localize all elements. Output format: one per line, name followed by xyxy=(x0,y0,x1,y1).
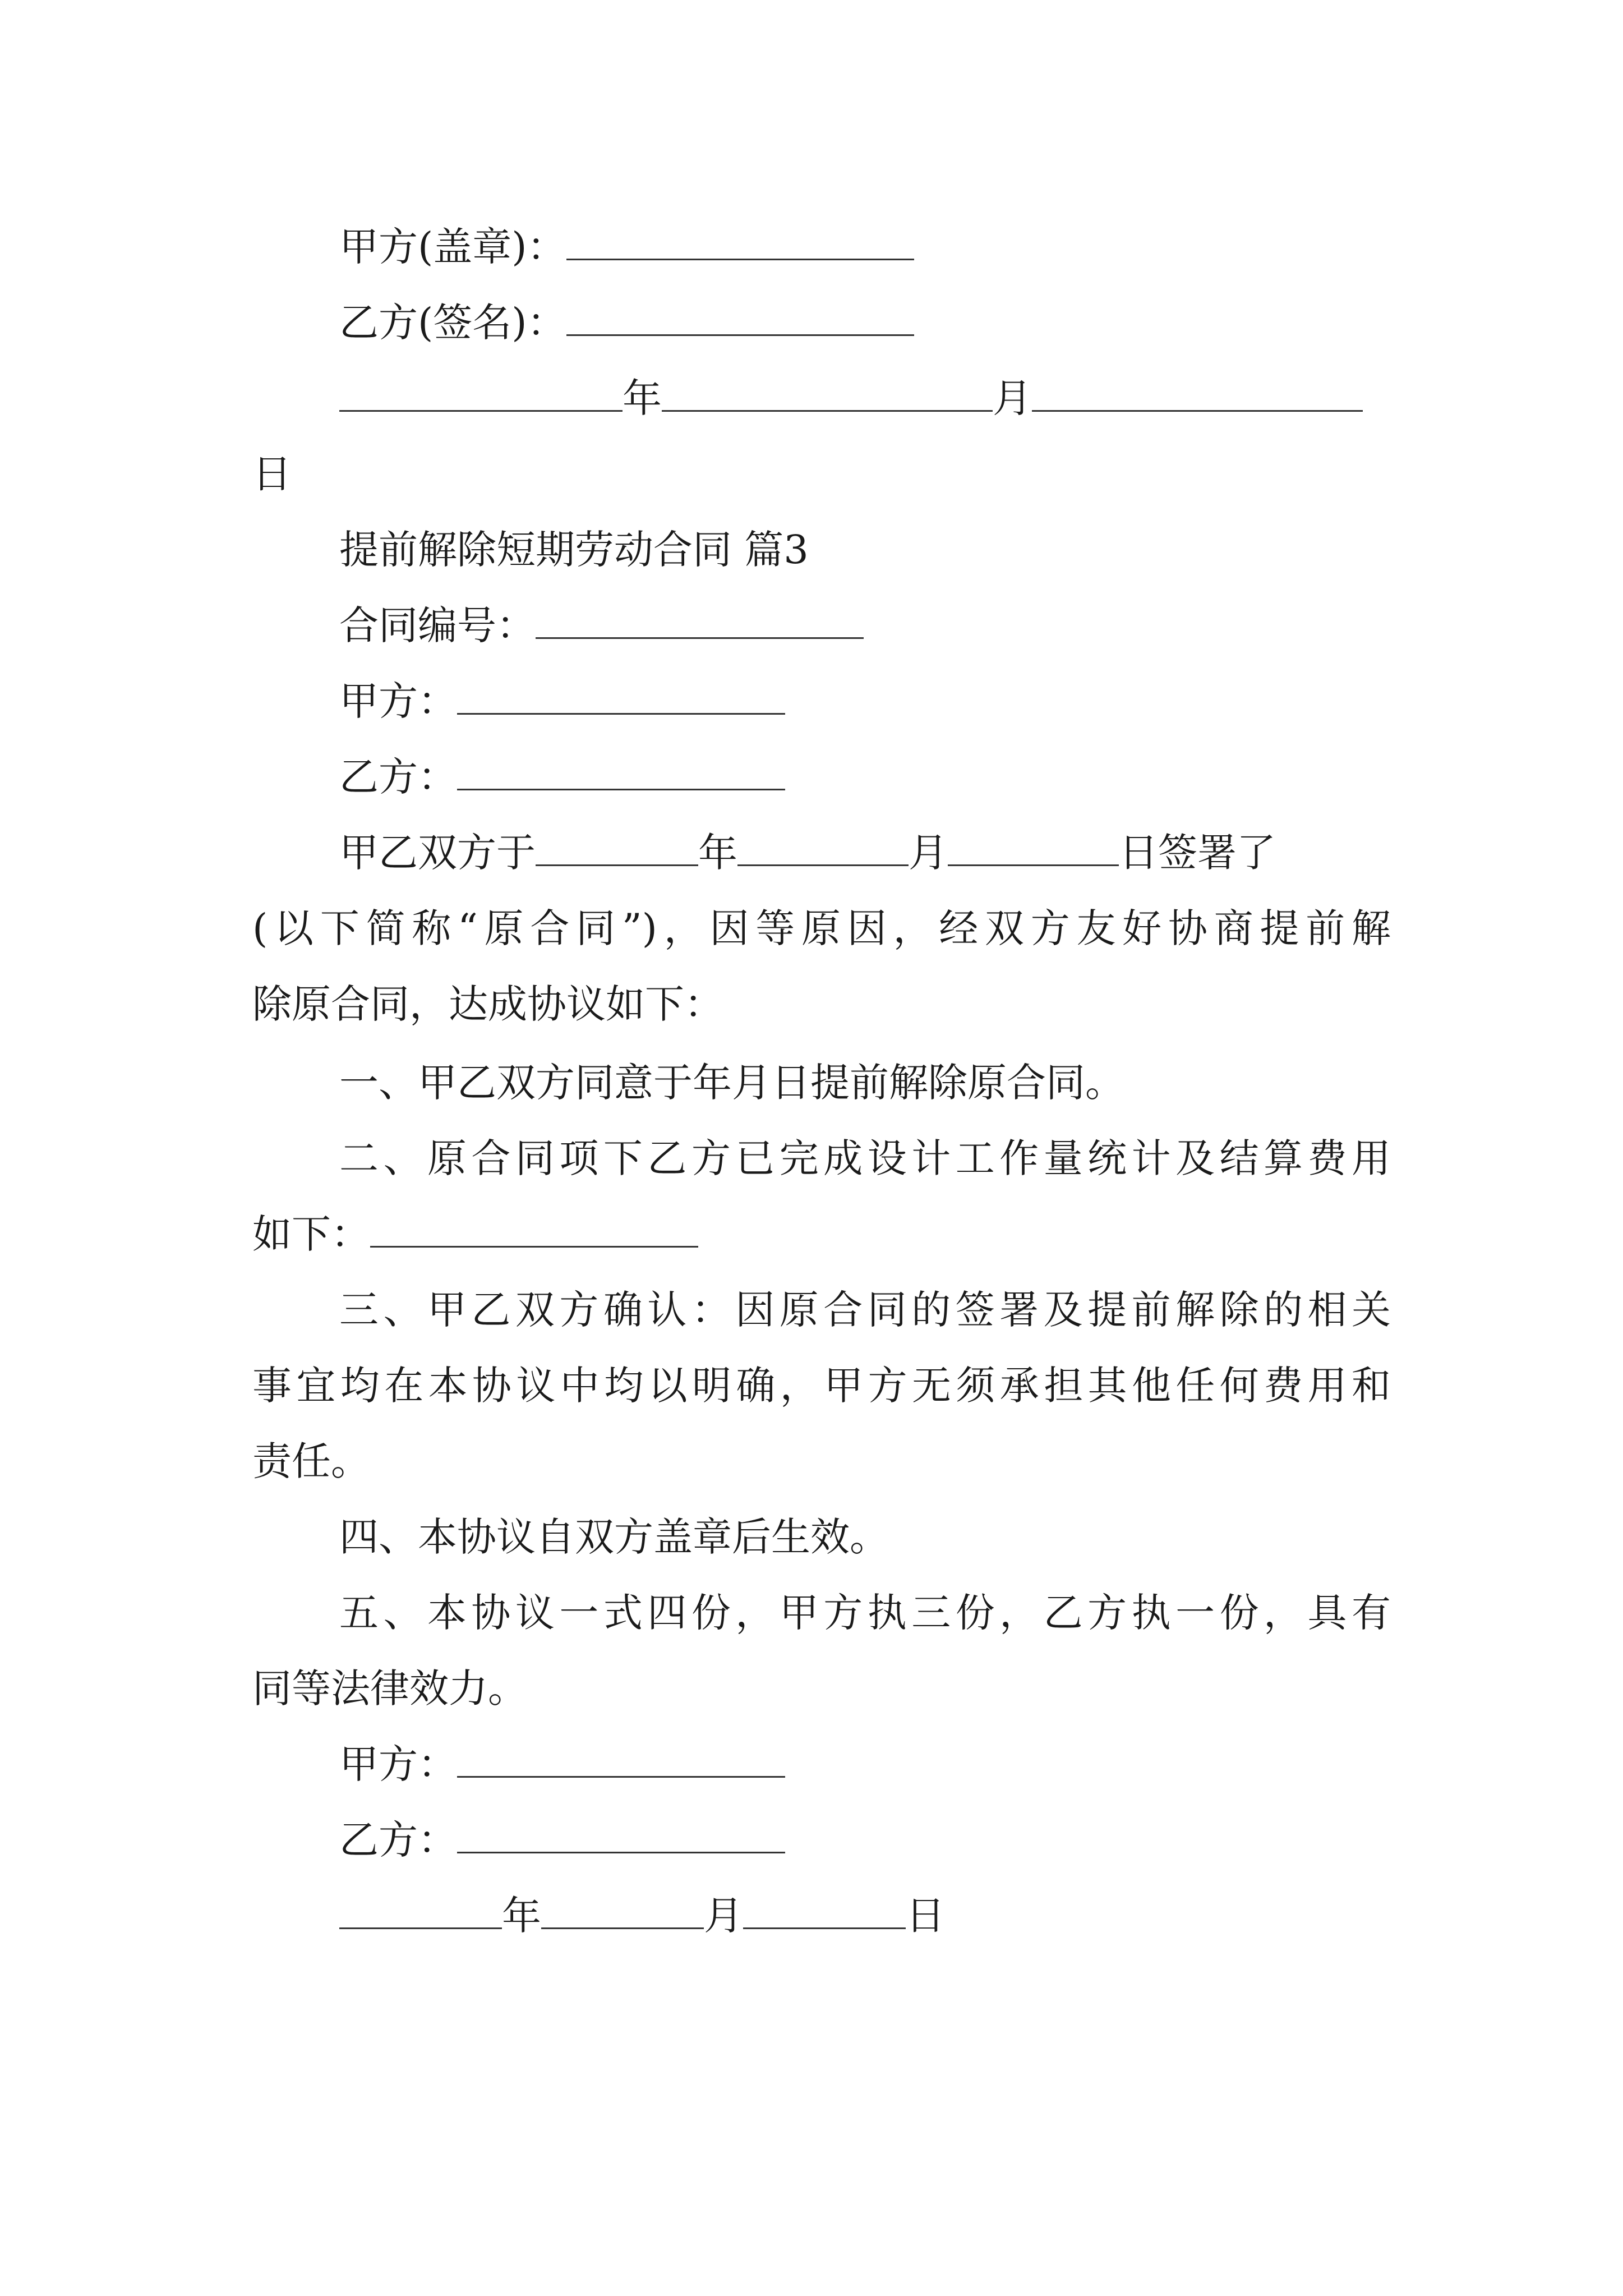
party-b-line xyxy=(252,752,1391,802)
clause-3-line-2: 事宜均在本协议中均以明确，甲方无须承担其他任何费用和 xyxy=(252,1363,1391,1409)
end-month-blank xyxy=(541,1895,704,1929)
intro-line-1 xyxy=(252,827,1391,878)
intro-suffix: 日签署了 xyxy=(1119,830,1276,876)
intro-year-blank xyxy=(536,832,698,866)
clause-2-line-2 xyxy=(252,1209,1391,1259)
party-a-label: 甲方： xyxy=(339,678,457,724)
sig1-year-label: 年 xyxy=(623,375,662,421)
end-party-b-line xyxy=(252,1815,1391,1865)
sig1-month-blank xyxy=(662,378,993,412)
party-b-label: 乙方： xyxy=(339,754,457,800)
intro-line-2: (以下简称“原合同”)，因等原因，经双方友好协商提前解 xyxy=(252,905,1391,951)
clause-3-line-1: 三、甲乙双方确认：因原合同的签署及提前解除的相关 xyxy=(339,1287,1391,1333)
clause-2-blank xyxy=(370,1213,698,1248)
intro-prefix: 甲乙双方于 xyxy=(339,830,536,876)
end-party-a-line xyxy=(252,1739,1391,1789)
intro-month-blank xyxy=(737,832,909,866)
clause-3-line-3: 责任。 xyxy=(252,1438,370,1484)
clause-2-label: 如下： xyxy=(252,1211,370,1257)
end-month-label: 月 xyxy=(704,1893,743,1939)
intro-year-label: 年 xyxy=(698,830,737,876)
end-party-b-blank xyxy=(457,1819,785,1853)
contract-no-line xyxy=(252,600,1391,651)
sig1-party-a-blank xyxy=(566,226,914,260)
party-a-line xyxy=(252,676,1391,726)
clause-5-line-2: 同等法律效力。 xyxy=(252,1665,527,1711)
sig1-year-blank xyxy=(339,378,623,412)
sig1-party-b-blank xyxy=(566,302,914,336)
clause-2-line-1: 二、原合同项下乙方已完成设计工作量统计及结算费用 xyxy=(339,1135,1391,1181)
party-a-blank xyxy=(457,680,785,715)
intro-month-label: 月 xyxy=(909,830,948,876)
intro-day-blank xyxy=(948,832,1119,866)
clause-5-line-1: 五、本协议一式四份，甲方执三份，乙方执一份，具有 xyxy=(339,1590,1391,1636)
sig1-date-line xyxy=(252,373,1391,424)
sig1-party-a-line xyxy=(252,222,1391,272)
clause-4: 四、本协议自双方盖章后生效。 xyxy=(339,1514,889,1560)
end-party-a-blank xyxy=(457,1743,785,1778)
sig1-day-label-line xyxy=(252,449,1391,499)
party-b-blank xyxy=(457,756,785,790)
sig1-party-b-line xyxy=(252,297,1391,348)
end-party-b-label: 乙方： xyxy=(339,1817,457,1863)
end-date-line xyxy=(252,1890,1391,1941)
intro-line-3: 除原合同，达成协议如下： xyxy=(252,981,723,1027)
sig1-party-b-label: 乙方(签名)： xyxy=(339,300,566,346)
end-year-blank xyxy=(339,1895,502,1929)
end-party-a-label: 甲方： xyxy=(339,1741,457,1787)
sig1-party-a-label: 甲方(盖章)： xyxy=(339,224,566,270)
sig1-day-label: 日 xyxy=(252,451,292,497)
contract-no-label: 合同编号： xyxy=(339,602,536,648)
end-year-label: 年 xyxy=(502,1893,541,1939)
end-day-blank xyxy=(743,1895,906,1929)
clause-1: 一、甲乙双方同意于年月日提前解除原合同。 xyxy=(339,1060,1124,1106)
sig1-day-blank xyxy=(1032,378,1363,412)
contract-no-blank xyxy=(536,605,864,639)
sig1-month-label: 月 xyxy=(993,375,1032,421)
end-day-label: 日 xyxy=(906,1893,945,1939)
document-title: 提前解除短期劳动合同 篇3 xyxy=(339,527,809,573)
